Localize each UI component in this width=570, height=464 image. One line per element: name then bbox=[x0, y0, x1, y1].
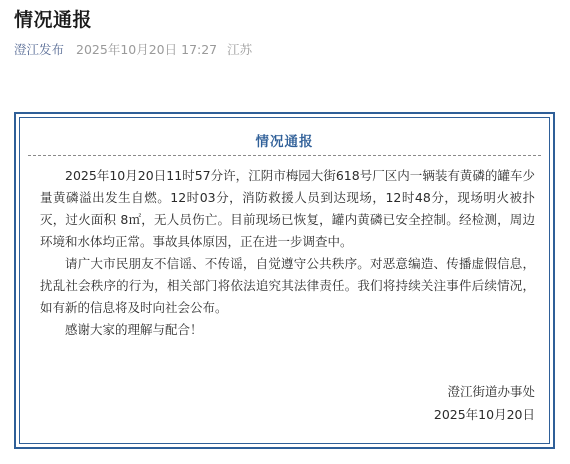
notice-image bbox=[14, 112, 555, 449]
notice-paragraph-incident: 2025年10月20日11时57分许，江阴市梅园大街618号厂区内一辆装有黄磷的罐车少量黄磷溢出发生自燃。12时03分，消防救援人员到达现场，12时48分，现场明火被扑灭，过火面积 8㎡，无人员伤亡。目前现场已恢复，罐内黄磷已安全控制。经检测，周边环境和水体均正常。事故具体原因，正在进一步调查中。 bbox=[40, 168, 535, 249]
notice-signature bbox=[434, 380, 535, 426]
issuer-name: 澄江街道办事处 bbox=[447, 384, 535, 399]
notice-paragraph-thanks: 感谢大家的理解与配合！ bbox=[65, 322, 203, 337]
dashed-divider bbox=[28, 155, 541, 156]
notice-paragraph-appeal: 请广大市民朋友不信谣、不传谣，自觉遵守公共秩序。对恶意编造、传播虚假信息，扰乱社会秩序的行为，相关部门将依法追究其法律责任。我们将持续关注事件后续情况，如有新的信息将及时向社会公布。 bbox=[40, 256, 535, 315]
publish-time: 2025年10月20日 17:27 bbox=[76, 42, 218, 57]
notice-inner-border bbox=[19, 117, 550, 444]
issue-date: 2025年10月20日 bbox=[433, 407, 535, 422]
notice-body bbox=[40, 165, 535, 341]
account-name-link[interactable]: 澄江发布 bbox=[14, 42, 65, 57]
notice-heading: 情况通报 bbox=[255, 134, 314, 150]
article-title: 情况通报 bbox=[14, 9, 93, 31]
publish-location: 江苏 bbox=[227, 42, 253, 57]
article-meta bbox=[14, 40, 252, 58]
